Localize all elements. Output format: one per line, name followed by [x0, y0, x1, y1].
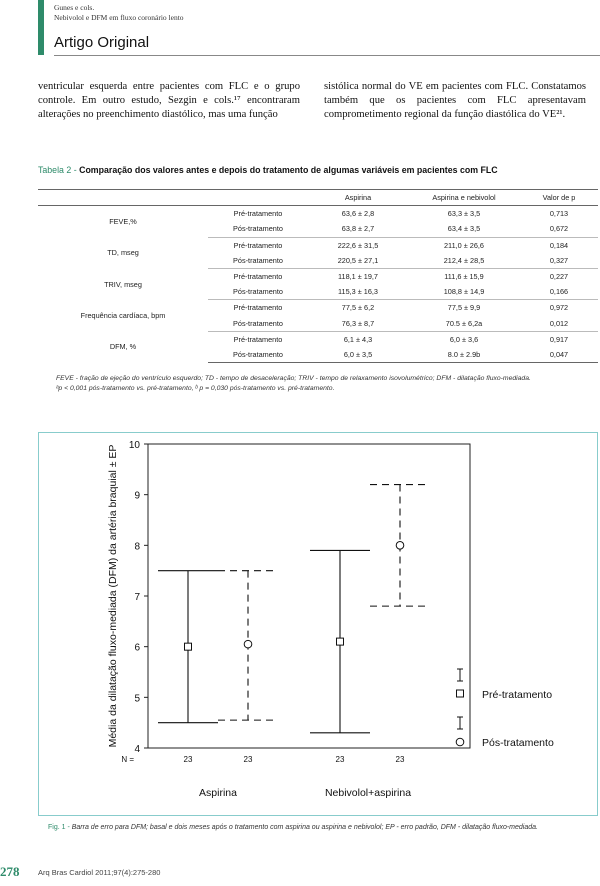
table-cell: 6,1 ± 4,3 — [343, 334, 373, 344]
table-cell: Pré-tratamento — [233, 334, 283, 344]
page-number: 278 — [0, 864, 20, 879]
table-cell: 63,6 ± 2,8 — [341, 209, 375, 219]
legend-label: Pós-tratamento — [482, 737, 554, 749]
table-cell: Pós-tratamento — [208, 284, 308, 300]
x-group-label: Nebivolol+aspirina — [324, 787, 412, 799]
results-table — [38, 189, 598, 363]
y-tick-label: 8 — [134, 541, 140, 553]
mean-marker-circle — [396, 542, 404, 550]
table-cell: 0,166 — [520, 284, 598, 300]
table-cell: 70.5 ± 6,2a — [408, 316, 520, 332]
table-cell: 0,917 — [549, 334, 569, 344]
table-variable-cell: DFM, % — [109, 342, 137, 352]
table-cell: 115,3 ± 16,3 — [308, 284, 408, 300]
n-label: 23 — [395, 755, 405, 764]
table-cell: 0,012 — [520, 316, 598, 332]
table-cell: 220,5 ± 27,1 — [308, 253, 408, 269]
y-tick-label: 10 — [128, 440, 140, 451]
legend-square-marker — [457, 690, 464, 697]
y-tick-label: 5 — [134, 693, 140, 705]
table-footnote: ᵃp < 0,001 pós-tratamento vs. pré-tratamento, ᵇ p = 0,030 pós-tratamento vs. pré-tratamento. — [56, 385, 335, 392]
table-row — [38, 268, 598, 284]
table-footnote: FEVE - fração de ejeção do ventrículo esquerdo; TD - tempo de desaceleração; TRIV - tempo de relaxamento isovolumétrico; DFM - dilatação fluxo-mediada. — [56, 375, 531, 382]
table-header-cell: Aspirina — [308, 190, 408, 206]
header-running-title: Nebivolol e DFM em fluxo coronário lento — [54, 13, 184, 22]
table-variable-cell: TD, mseg — [107, 248, 139, 258]
table-cell: Pré-tratamento — [233, 209, 283, 219]
table-cell: 77,5 ± 9,9 — [447, 303, 481, 313]
mean-marker-square — [185, 643, 192, 650]
table-variable-cell: TRIV, mseg — [104, 279, 142, 289]
table-cell: 63,8 ± 2,7 — [308, 221, 408, 237]
table-header-cell: Aspirina e nebivolol — [408, 190, 520, 206]
body-text-col1: ventricular esquerda entre pacientes com FLC e o grupo controle. Em outro estudo, Sezgin e cols.¹⁷ encontraram alterações no preenchimento diastólico, mas uma função — [38, 81, 300, 120]
figure-caption — [48, 824, 538, 831]
mean-marker-circle — [244, 640, 252, 648]
header-meta — [54, 3, 184, 23]
legend-label: Pré-tratamento — [482, 689, 553, 701]
table-cell: 118,1 ± 19,7 — [338, 272, 378, 282]
table-cell: 0,227 — [549, 272, 569, 282]
y-tick-label: 9 — [134, 490, 140, 502]
table-cell: 0,672 — [520, 221, 598, 237]
mean-marker-square — [337, 638, 344, 645]
figure-caption-number: Fig. 1 - — [48, 824, 70, 831]
table-cell: 211,0 ± 26,6 — [444, 240, 484, 250]
table-cell: 63,3 ± 3,5 — [447, 209, 481, 219]
table-cell: 6,0 ± 3,5 — [308, 347, 408, 363]
y-tick-label: 6 — [134, 642, 140, 654]
y-tick-label: 4 — [134, 744, 140, 755]
table-cell: 0,327 — [520, 253, 598, 269]
table-cell: Pré-tratamento — [233, 303, 283, 313]
table-cell: 0,184 — [549, 240, 569, 250]
table-header-cell: Valor de p — [520, 190, 598, 206]
table-cell: Pré-tratamento — [233, 240, 283, 250]
table-row — [38, 237, 598, 253]
header-divider — [54, 55, 600, 56]
table-row — [38, 300, 598, 316]
error-bar-chart — [38, 432, 598, 816]
legend-circle-marker — [456, 738, 464, 746]
section-title: Artigo Original — [54, 34, 150, 51]
header-authors: Gunes e cols. — [54, 3, 95, 12]
table-cell: Pré-tratamento — [233, 272, 283, 282]
table-caption-text: Comparação dos valores antes e depois do tratamento de algumas variáveis em pacientes com FLC — [76, 165, 498, 175]
table-cell: 111,6 ± 15,9 — [444, 272, 484, 282]
journal-citation: Arq Bras Cardiol 2011;97(4):275-280 — [38, 868, 161, 877]
n-label: 23 — [335, 755, 345, 764]
y-axis-label: Média da dilatação fluxo-mediada (DFM) da artéria braquial ± EP — [107, 444, 119, 748]
table-footnotes — [56, 374, 531, 394]
table-cell: 6,0 ± 3,6 — [449, 334, 479, 344]
table-header-cell — [38, 190, 208, 206]
plot-area — [148, 444, 470, 748]
table-cell: 212,4 ± 28,5 — [408, 253, 520, 269]
table-header-cell — [208, 190, 308, 206]
table-row — [38, 206, 598, 222]
table-variable-cell: Frequência cardíaca, bpm — [80, 311, 166, 320]
table-cell: Pós-tratamento — [208, 347, 308, 363]
table-cell: 8.0 ± 2.9b — [408, 347, 520, 363]
table-row — [38, 331, 598, 347]
x-group-label: Aspirina — [199, 787, 237, 799]
table-cell: 77,5 ± 6,2 — [341, 303, 375, 313]
n-axis-label: N = — [121, 755, 134, 764]
table-header-row — [38, 190, 598, 206]
header-accent-bar — [38, 0, 44, 55]
table-cell: 76,3 ± 8,7 — [308, 316, 408, 332]
table-variable-cell: FEVE,% — [109, 217, 137, 227]
table-cell: Pós-tratamento — [208, 221, 308, 237]
table-cell: 63,4 ± 3,5 — [408, 221, 520, 237]
body-text-col2: sistólica normal do VE em pacientes com FLC. Constatamos também que os pacientes com FLC apresentavam comprometimento regional da função diastólica do VE²¹. — [324, 81, 586, 120]
table-caption — [38, 165, 498, 175]
n-label: 23 — [183, 755, 193, 764]
table-cell: 0,047 — [520, 347, 598, 363]
table-cell: 0,713 — [549, 209, 569, 219]
figure-caption-text: Barra de erro para DFM; basal e dois meses após o tratamento com aspirina ou aspirina e nebivolol; EP - erro padrão, DFM - dilatação fluxo-mediada. — [69, 824, 538, 831]
page-header — [0, 0, 600, 55]
table-cell: 108,8 ± 14,9 — [408, 284, 520, 300]
table-cell: Pós-tratamento — [208, 253, 308, 269]
table-cell: 222,6 ± 31,5 — [337, 240, 379, 250]
y-tick-label: 7 — [134, 592, 140, 603]
table-cell: 0,972 — [549, 303, 569, 313]
n-label: 23 — [243, 755, 253, 764]
table-cell: Pós-tratamento — [208, 316, 308, 332]
table-caption-number: Tabela 2 - — [38, 165, 77, 175]
